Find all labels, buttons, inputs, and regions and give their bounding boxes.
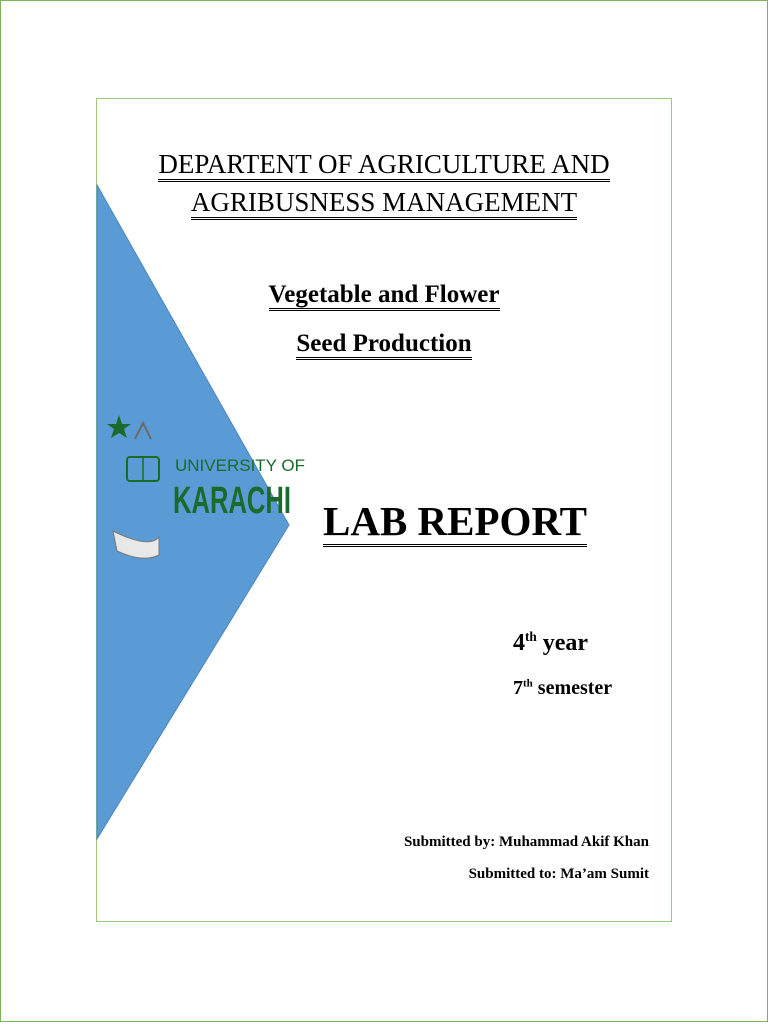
ribbon-icon — [113, 531, 159, 558]
star-icon — [107, 415, 131, 438]
logo-university-text: UNIVERSITY OF — [175, 456, 306, 475]
year-label: 4th year — [513, 629, 589, 656]
department-line-2: AGRIBUSNESS MANAGEMENT — [191, 187, 577, 220]
cover-frame — [96, 98, 672, 922]
crescent-icon — [97, 415, 163, 528]
department-heading — [97, 145, 671, 221]
course-title-line-1: Vegetable and Flower — [97, 281, 671, 309]
submitted-to: Submitted to: Ma’am Sumit — [468, 866, 649, 882]
submitted-by: Submitted by: Muhammad Akif Khan — [403, 834, 649, 850]
minaret-icon — [135, 423, 151, 439]
university-logo — [107, 409, 306, 569]
semester-label: 7th semester — [513, 677, 613, 699]
department-line-1: DEPARTENT OF AGRICULTURE AND — [158, 149, 609, 182]
logo-karachi-text: KARACHI — [173, 480, 291, 522]
report-title: LAB REPORT — [323, 497, 587, 545]
course-title-line-2: Seed Production — [97, 330, 671, 358]
